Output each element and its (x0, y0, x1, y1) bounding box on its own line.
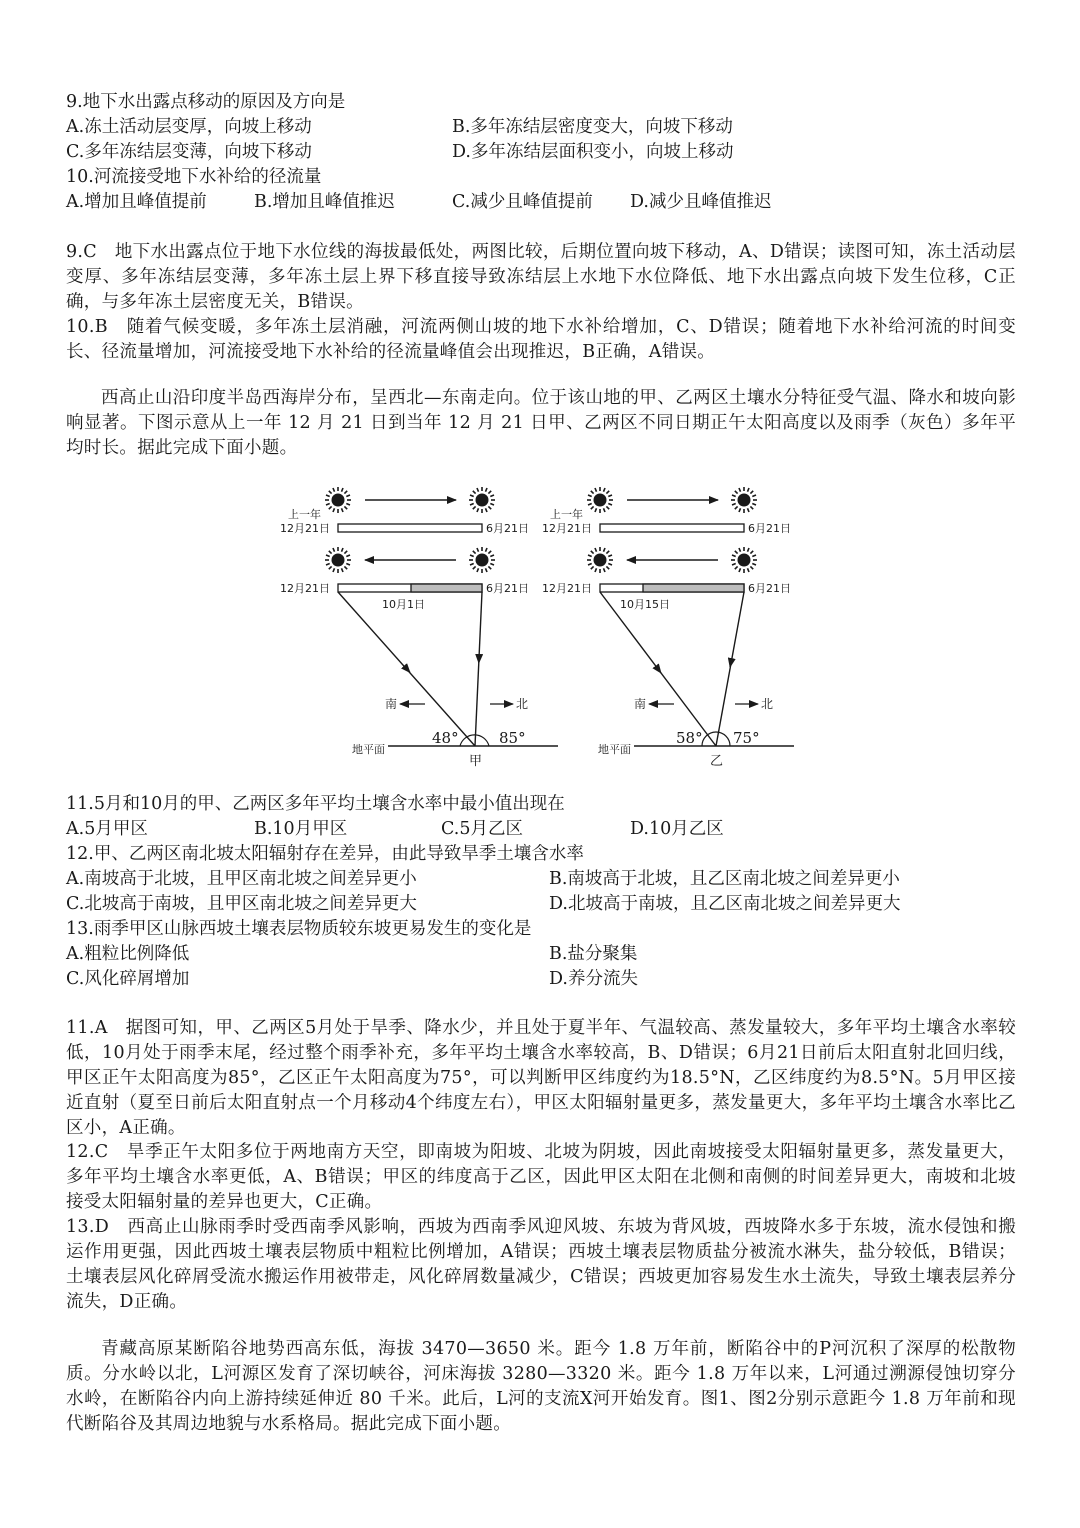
angle-north: 75° (733, 729, 760, 747)
rainy-season-bar (411, 584, 482, 592)
label-jun21: 6月21日 (486, 582, 529, 595)
label-jun21: 6月21日 (748, 582, 791, 595)
angle-south: 48° (432, 729, 459, 747)
label-jun21: 6月21日 (486, 522, 529, 535)
angle-north: 85° (499, 729, 526, 747)
sun-ray-north (475, 592, 482, 746)
q11-option-d: D.10月乙区 (630, 819, 724, 839)
sun-icon (731, 487, 757, 513)
sun-icon (469, 487, 495, 513)
year-bar-prev (600, 524, 744, 532)
label-rain-start-date: 10月1日 (382, 598, 425, 611)
answer-13: 13.D 西高止山脉雨季时受西南季风影响，西坡为西南季风迎风坡、东坡为背风坡，西坡降水多于东坡，流水侵蚀和搬运作用更强，因此西坡土壤表层物质中粗粒比例增加，A错误；西坡土壤表层物质盐分被流水淋失，盐分较低，B错误；土壤表层风化碎屑受流水搬运作用被带走，风化碎屑数量减少，C错误；西坡更加容易发生水土流失，导致土壤表层养分流失，D正确。 (66, 1217, 1016, 1312)
sun-icon (325, 547, 351, 573)
panel-jia (280, 487, 558, 769)
q11-option-a: A.5月甲区 (66, 819, 148, 839)
q9-stem: 9.地下水出露点移动的原因及方向是 (66, 92, 346, 112)
answer-12: 12.C 旱季正午太阳多位于两地南方天空，即南坡为阳坡、北坡为阴坡，因此南坡接受太阳辐射量更多，蒸发量更大，多年平均土壤含水率更低，A、B错误；甲区的纬度高于乙区，因此甲区太阳在北侧和南侧的时间差异更大，南坡和北坡接受太阳辐射量的差异也更大，C正确。 (66, 1142, 1016, 1212)
sun-icon (731, 547, 757, 573)
q12-option-a: A.南坡高于北坡，且甲区南北坡之间差异更小 (66, 869, 417, 889)
label-south: 南 (634, 697, 647, 711)
q13-option-a: A.粗粒比例降低 (66, 944, 190, 964)
label-ground: 地平面 (352, 743, 385, 756)
q9-option-a: A.冻土活动层变厚，向坡上移动 (66, 117, 312, 137)
sun-ray-north (716, 592, 744, 746)
site-label: 乙 (710, 754, 724, 769)
passage-western-ghats: 西高止山沿印度半岛西海岸分布，呈西北—东南走向。位于该山地的甲、乙两区土壤水分特征受气温、降水和坡向影响显著。下图示意从上一年 12 月 21 日到当年 12 月 21 日甲、乙两区不同日期正午太阳高度以及雨季（灰色）多年平均时长。据此完成下面小题。 (66, 388, 1016, 458)
label-dec21: 12月21日 (542, 582, 592, 595)
q12-stem: 12.甲、乙两区南北坡太阳辐射存在差异，由此导致旱季土壤含水率 (66, 844, 584, 864)
label-ground: 地平面 (598, 743, 631, 756)
label-south: 南 (385, 697, 398, 711)
q10-option-a: A.增加且峰值提前 (66, 192, 207, 212)
q9-option-d: D.多年冻结层面积变小，向坡上移动 (452, 142, 734, 162)
q12-option-d: D.北坡高于南坡，且乙区南北坡之间差异更大 (549, 894, 901, 914)
q13-stem: 13.雨季甲区山脉西坡土壤表层物质较东坡更易发生的变化是 (66, 919, 532, 939)
label-prev-year: 上一年 (288, 508, 321, 521)
passage-tibet-graben: 青藏高原某断陷谷地势西高东低，海拔 3470—3650 米。距今 1.8 万年前，断陷谷中的P河沉积了深厚的松散物质。分水岭以北，L河源区发育了深切峡谷，河床海拔 3280—3320 米。距今 1.8 万年以来，L河通过溯源侵蚀切穿分水岭，在断陷谷内向上游持续延伸近 80 千米。此后，L河的支流X河开始发育。图1、图2分别示意距今 1.8 万年前和现代断陷谷及其周边地貌与水系格局。据此完成下面小题。 (66, 1339, 1016, 1434)
angle-south: 58° (676, 729, 703, 747)
label-dec21: 12月21日 (542, 522, 592, 535)
label-jun21: 6月21日 (748, 522, 791, 535)
label-dec21: 12月21日 (280, 522, 330, 535)
q13-option-d: D.养分流失 (549, 969, 638, 989)
answer-11: 11.A 据图可知，甲、乙两区5月处于旱季、降水少，并且处于夏半年、气温较高、蒸发量较大，多年平均土壤含水率较低，10月处于雨季末尾，经过整个雨季补充，多年平均土壤含水率较高，B、D错误；6月21日前后太阳直射北回归线，甲区正午太阳高度为85°，乙区正午太阳高度为75°，可以判断甲区纬度约为18.5°N，乙区纬度约为8.5°N。5月甲区接近直射（夏至日前后太阳直射点一个月移动4个纬度左右），甲区太阳辐射量更多，蒸发量更大，多年平均土壤含水率比乙区小，A正确。 (66, 1018, 1016, 1138)
answer-9: 9.C 地下水出露点位于地下水位线的海拔最低处，两图比较，后期位置向坡下移动，A、D错误；读图可知，冻土活动层变厚、多年冻结层变薄，多年冻土层上界下移直接导致冻结层上水地下水位降低、地下水出露点向坡下发生位移，C正确，与多年冻土层密度无关，B错误。 (66, 242, 1016, 312)
sun-icon (325, 487, 351, 513)
q10-option-b: B.增加且峰值推迟 (254, 192, 395, 212)
q9-option-c: C.多年冻结层变薄，向坡下移动 (66, 142, 312, 162)
q11-option-c: C.5月乙区 (441, 819, 523, 839)
q11-option-b: B.10月甲区 (254, 819, 348, 839)
q12-option-c: C.北坡高于南坡，且甲区南北坡之间差异更大 (66, 894, 417, 914)
label-rain-start-date: 10月15日 (620, 598, 670, 611)
label-prev-year: 上一年 (550, 508, 583, 521)
q10-option-d: D.减少且峰值推迟 (630, 192, 772, 212)
q13-option-c: C.风化碎屑增加 (66, 969, 190, 989)
panel-yi (542, 487, 794, 769)
ray-arrow (406, 668, 410, 673)
q10-option-c: C.减少且峰值提前 (452, 192, 593, 212)
sun-icon (587, 547, 613, 573)
label-dec21: 12月21日 (280, 582, 330, 595)
label-north: 北 (516, 697, 529, 711)
q11-stem: 11.5月和10月的甲、乙两区多年平均土壤含水率中最小值出现在 (66, 794, 565, 814)
label-north: 北 (761, 697, 774, 711)
q13-option-b: B.盐分聚集 (549, 944, 638, 964)
solar-altitude-figure (270, 478, 830, 778)
ray-arrow (658, 669, 661, 673)
ray-arrow (730, 662, 731, 667)
site-label: 甲 (469, 754, 483, 769)
q9-option-b: B.多年冻结层密度变大，向坡下移动 (452, 117, 733, 137)
answer-10: 10.B 随着气候变暖，多年冻土层消融，河流两侧山坡的地下水补给增加，C、D错误；随着地下水补给河流的时间变长、径流量增加，河流接受地下水补给的径流量峰值会出现推迟，B正确，A错误。 (66, 317, 1016, 362)
q12-option-b: B.南坡高于北坡，且乙区南北坡之间差异更小 (549, 869, 900, 889)
sun-icon (587, 487, 613, 513)
rainy-season-bar (643, 584, 744, 592)
q10-stem: 10.河流接受地下水补给的径流量 (66, 167, 322, 187)
sun-icon (469, 547, 495, 573)
year-bar-prev (338, 524, 482, 532)
